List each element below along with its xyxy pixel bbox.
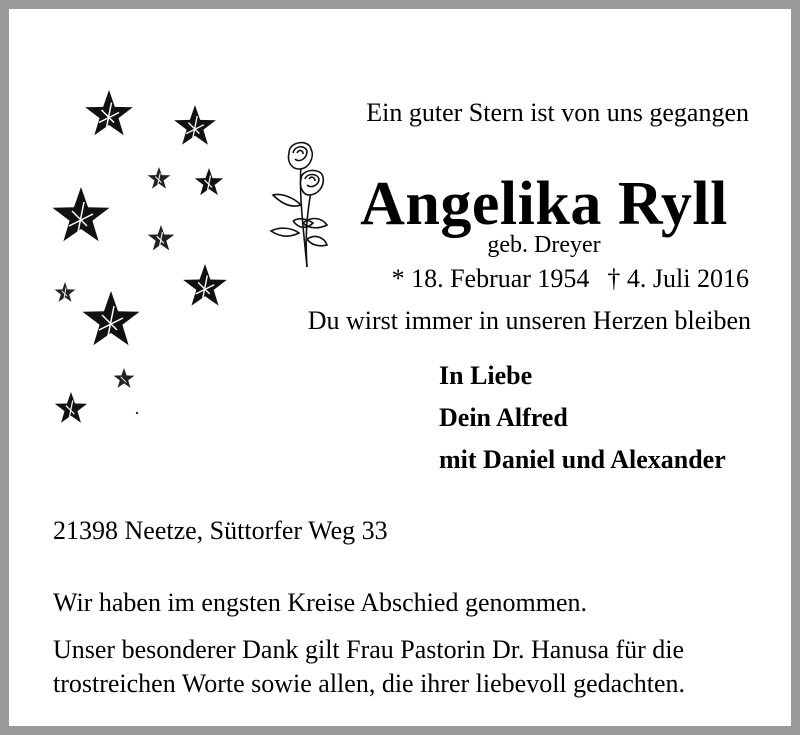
- maiden-name: geb. Dreyer: [487, 232, 601, 258]
- signoff-block: [439, 355, 726, 481]
- stars-decoration: [39, 79, 249, 439]
- thanks-text: Unser besonderer Dank gilt Frau Pastorin Dr. Hanusa für die trostreichen Worte sowie allen, die ihrer liebevoll gedachten.: [53, 635, 686, 698]
- star-icon: [82, 291, 139, 345]
- death-date: † 4. Juli 2016: [607, 264, 749, 293]
- farewell-line: Du wirst immer in unseren Herzen bleiben: [307, 306, 751, 335]
- star-icon: [52, 187, 109, 241]
- star-icon: [55, 282, 76, 302]
- star-icon: [55, 392, 87, 423]
- notice-motto: Ein guter Stern ist von uns gegangen: [366, 98, 749, 127]
- star-icon: [195, 168, 224, 195]
- signoff-line: mit Daniel und Alexander: [439, 445, 726, 474]
- star-icon: [174, 105, 216, 145]
- funeral-note: Wir haben im engsten Kreise Abschied genommen.: [53, 588, 587, 617]
- signoff-line: In Liebe: [439, 361, 533, 390]
- deceased-name: Angelika Ryll: [360, 170, 728, 238]
- life-dates: [339, 263, 749, 295]
- star-icon: [183, 264, 227, 306]
- rose-icon: [263, 135, 333, 271]
- mourner-address: 21398 Neetze, Süttorfer Weg 33: [53, 516, 388, 545]
- star-icon: [148, 225, 175, 250]
- star-icon: [85, 90, 133, 135]
- birth-date: * 18. Februar 1954: [391, 264, 590, 293]
- star-icon: [114, 368, 135, 388]
- signoff-line: Dein Alfred: [439, 403, 568, 432]
- star-icon: [148, 167, 171, 189]
